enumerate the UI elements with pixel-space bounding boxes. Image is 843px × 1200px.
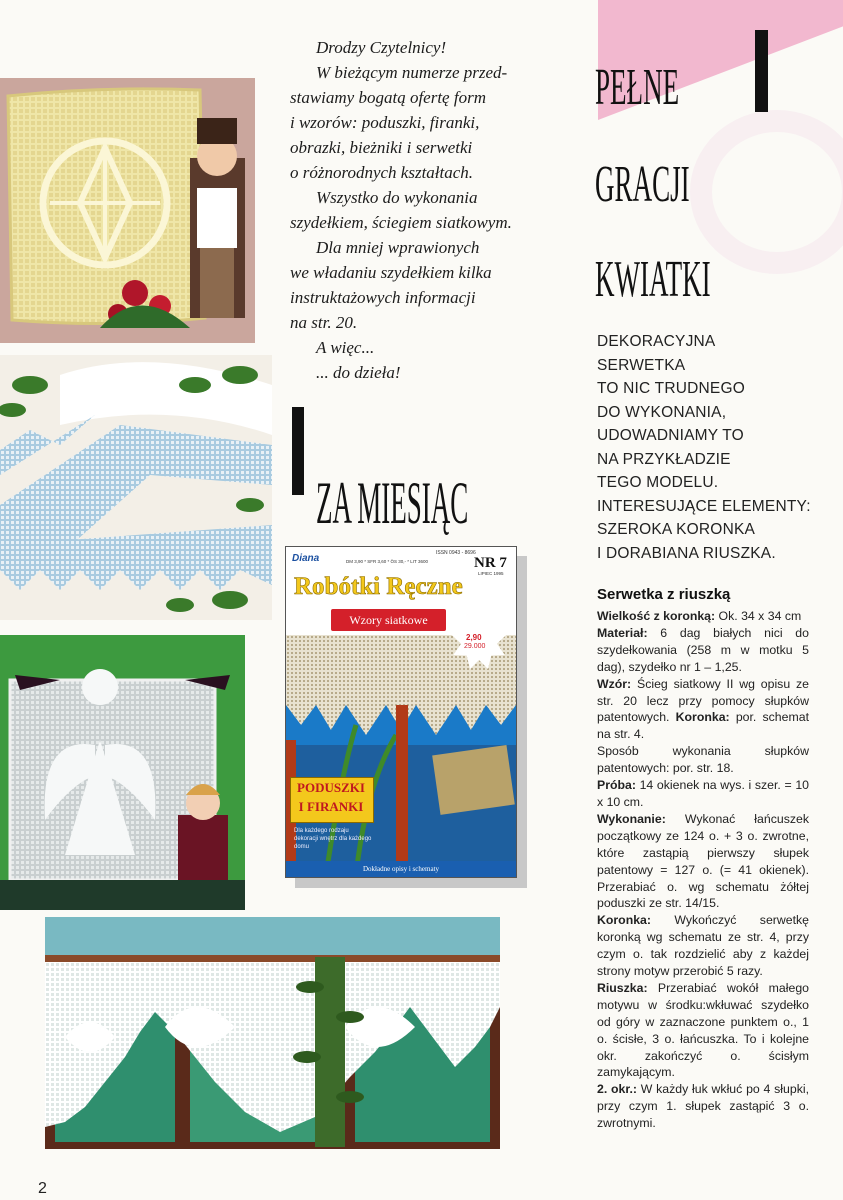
- intro-line: SZEROKA KORONKA: [597, 521, 756, 538]
- letter-line: ... do dzieła!: [316, 363, 401, 382]
- letter-line: stawiamy bogatą ofertę form: [290, 88, 486, 107]
- intro-line: TO NIC TRUDNEGO: [597, 380, 745, 397]
- pattern-wykonanie-text: Wykonać łańcuszek początkowy ze 124 o. + 3 o. zwrotne, które zastąpią pierwszy słupek patentowy = 127 o. (= 41 okienek). Przerabiać o. wg schematu żółtej poduszki ze str. 14/15.: [597, 811, 809, 911]
- magazine-issue: NR 7: [474, 555, 507, 571]
- letter-line: Drodzy Czytelnicy!: [316, 38, 447, 57]
- intro-line: NA PRZYKŁADZIE: [597, 450, 731, 468]
- pattern-okr2: [597, 1081, 809, 1132]
- headline-accent-bar: [755, 30, 768, 112]
- faded-background-letter: [690, 110, 843, 274]
- magazine-date: LIPIEC 1995: [478, 571, 504, 576]
- letter-line: W bieżącym numerze przed-: [316, 63, 508, 82]
- next-month-accent-bar: [292, 407, 304, 495]
- magazine-price-zl: 2,90: [466, 633, 482, 642]
- letter-line: i wzorów: poduszki, firanki,: [290, 113, 480, 132]
- magazine-blurb: Dla każdego rodzaju dekoracji wnętrz dla każdego domu: [294, 828, 372, 850]
- magazine-issn: ISSN 0943 - 8696: [436, 550, 476, 556]
- intro-line: SERWETKA: [597, 356, 686, 374]
- pattern-material: [597, 625, 809, 676]
- magazine-footer: Dokładne opisy i schematy: [362, 865, 439, 873]
- pattern-koronka-text: por. schemat na str. 4.: [597, 710, 809, 742]
- pattern-material-label: Materiał:: [597, 625, 648, 640]
- page-number: 2: [38, 1180, 47, 1197]
- letter-line: we władaniu szydełkiem kilka: [290, 263, 492, 282]
- magazine-title: Robótki Ręczne: [294, 573, 463, 600]
- pattern-koronka-label: Koronka:: [675, 710, 730, 725]
- intro-line: UDOWADNIAMY TO: [597, 427, 744, 444]
- letter-line: na str. 20.: [290, 313, 358, 332]
- pattern-riuszka-label: Riuszka:: [597, 980, 648, 995]
- letter-line: o różnorodnych kształtach.: [290, 163, 474, 182]
- headline-line: GRACJI: [595, 156, 690, 213]
- intro-line: TEGO MODELU.: [597, 474, 719, 491]
- pattern-size-text: Ok. 34 x 34 cm: [715, 609, 802, 623]
- pattern-koronka-edge-text: Wykończyć serwetkę koronką wg schematu ze str. 4, przy czym o. tak rozdzielić aby z każdej strony motyw przerobić 5 razy.: [597, 913, 809, 979]
- pattern-proba-label: Próba:: [597, 778, 636, 793]
- magazine-feature-line: I FIRANKI: [298, 799, 364, 814]
- pattern-material-text: 6 dag białych nici do szydełkowania (258 m w motku 5 dag), szydełko nr 1 – 1,25.: [597, 625, 809, 674]
- pattern-sposob: Sposób wykonania słupków patentowych: por. str. 18.: [597, 744, 809, 776]
- letter-line: instruktażowych informacji: [290, 288, 476, 307]
- pattern-title: Serwetka z riuszką: [597, 586, 731, 603]
- letter-line: szydełkiem, ściegiem siatkowym.: [290, 213, 512, 232]
- magazine-prices: DM 3,90 * SFR 3,60 * ÖS 30,- * LIT 3600: [346, 559, 428, 564]
- pattern-proba: [597, 777, 809, 811]
- pattern-wykonanie-label: Wykonanie:: [597, 811, 666, 826]
- letter-line: obrazki, bieżniki i serwetki: [290, 138, 473, 157]
- headline-line: KWIATKI: [595, 251, 711, 308]
- editorial-letter: [290, 35, 590, 385]
- pattern-wzor-text: Ścieg siatkowy II wg opisu ze str. 20 lecz przy pomocy słupków patentowych.: [597, 676, 809, 725]
- intro-caps-block: [597, 330, 837, 565]
- pattern-proba-text: 14 okienek na wys. i szer. = 10 x 10 cm.: [597, 778, 809, 809]
- intro-line: DO WYKONANIA,: [597, 403, 727, 421]
- magazine-publisher: Diana: [292, 553, 320, 564]
- curtain-photo: [45, 917, 500, 1149]
- letter-line: A więc...: [316, 338, 375, 357]
- pattern-okr2-text: W każdy łuk wkłuć po 4 słupki, przy czym 1. słupek zastąpić 3 o. zwrotnymi.: [597, 1082, 809, 1131]
- next-month-heading: ZA MIESIĄC: [316, 470, 469, 536]
- pattern-wzor-label: Wzór:: [597, 676, 632, 691]
- pattern-instructions: [597, 608, 809, 1132]
- pattern-okr2-label: 2. okr.:: [597, 1082, 637, 1097]
- angel-picture-photo: [0, 635, 245, 910]
- lace-border-photo: [0, 355, 272, 620]
- intro-line: DEKORACYJNA: [597, 333, 716, 350]
- magazine-cover: [285, 546, 517, 878]
- pattern-koronka-edge: [597, 912, 809, 980]
- pattern-size: [597, 608, 809, 625]
- intro-line: INTERESUJĄCE ELEMENTY:: [597, 497, 811, 515]
- magazine-price-old: 29.000: [464, 643, 486, 650]
- pattern-koronka-edge-label: Koronka:: [597, 913, 651, 928]
- pattern-wzor: [597, 676, 809, 744]
- letter-line: Wszystko do wykonania: [316, 188, 478, 207]
- pattern-size-label: Wielkość z koronką:: [597, 609, 716, 623]
- intro-line: I DORABIANA RIUSZKA.: [597, 544, 776, 562]
- letter-line: Dla mniej wprawionych: [316, 238, 480, 257]
- pattern-riuszka: [597, 980, 809, 1081]
- magazine-subtitle: Wzory siatkowe: [349, 613, 428, 627]
- pattern-wykonanie: [597, 811, 809, 912]
- pillow-photo: [0, 78, 255, 343]
- pattern-riuszka-text: Przerabiać wokół małego motywu w środku:wkłuwać szydełko od góry w zaznaczone punktem o., 1 o. ścisłe, 3 o. łańcuszka. To i kolejne okr. zakończyć o. ścisłym zamykającym.: [597, 980, 809, 1080]
- headline-line: PEŁNE: [595, 59, 680, 116]
- magazine-feature-line: PODUSZKI: [297, 780, 365, 795]
